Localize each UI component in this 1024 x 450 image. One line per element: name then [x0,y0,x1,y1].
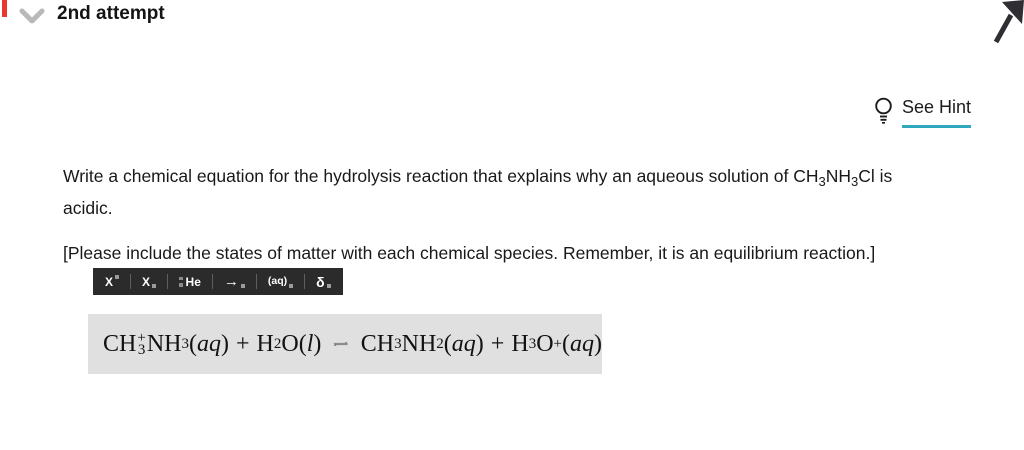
question-segment: Cl is [858,166,893,186]
question-text [63,163,963,222]
subscript-text: 3 [818,174,826,189]
superscript-text: + [553,335,562,352]
superscript-button[interactable] [94,268,130,295]
subscript-marker-icon [241,284,245,288]
subscript-text: 2 [436,335,444,352]
question-segment: Write a chemical equation for the hydrolysis reaction that explains why an aqueous solution of CH [63,166,819,186]
formula-text: H [256,330,274,357]
paren: ) [220,330,229,357]
superscript-text: + [137,330,146,346]
plus-operator: + [235,330,250,357]
cursor-arrow-icon[interactable] [990,0,1024,44]
subscript-button-label: X [142,274,151,289]
paren: ) [313,330,322,357]
subscript-marker-icon [289,284,293,288]
subscript-marker-icon [152,284,156,288]
question-note: [Please include the states of matter with each chemical species. Remember, it is an equilibrium reaction.] [63,243,876,263]
plus-operator: + [490,330,505,357]
see-hint-label[interactable]: See Hint [902,97,971,128]
superscript-button-label: X [105,274,114,289]
equilibrium-arrow-icon [333,336,348,352]
state-label: aq [196,330,221,357]
isotope-button-label: He [185,274,201,289]
red-flag-marker [2,0,7,17]
subscript-marker-icon [327,284,331,288]
isotope-button[interactable] [168,268,212,295]
isotope-marker-icon [179,277,183,287]
state-label: aq [451,330,476,357]
superscript-marker-icon [115,275,119,279]
subscript-text: 3 [528,335,537,352]
question-line-1 [63,163,963,195]
paren: ( [298,330,307,357]
subscript-text: 3 [394,335,402,352]
attempt-title: 2nd attempt [57,3,165,24]
answer-equation-input[interactable] [88,314,602,374]
formula-text: O [536,330,554,357]
subscript-text: 3 [851,174,859,189]
lightbulb-icon [874,97,893,124]
subscript-text: 3 [137,342,146,358]
equation-toolbar [93,268,343,295]
paren: ) [594,330,602,357]
reaction-arrow-button-label: → [223,273,239,290]
formula-text: NH [146,330,182,357]
chevron-down-icon[interactable] [18,7,46,27]
delta-button[interactable] [305,268,342,295]
subscript-text: 2 [273,335,282,352]
state-of-matter-button[interactable] [257,268,304,295]
paren: ) [475,330,484,357]
subscript-text: 3 [181,335,189,352]
paren: ( [443,330,452,357]
state-label: aq [570,330,594,357]
formula-text: CH [360,330,395,357]
paren: ( [562,330,570,357]
formula-text: H [511,330,529,357]
formula-text: NH [401,330,437,357]
paren: ( [188,330,197,357]
subscript-button[interactable] [131,268,167,295]
state-label: l [306,330,314,357]
see-hint-link[interactable] [874,97,971,128]
reaction-arrow-button[interactable] [213,268,256,295]
question-line-2: acidic. [63,198,113,218]
state-of-matter-button-label: (aq) [267,275,288,288]
formula-text: O [281,330,299,357]
formula-text: CH [103,330,137,357]
question-segment: NH [825,166,852,186]
delta-button-label: δ [316,273,325,290]
charge-subscript-stack [137,332,145,356]
